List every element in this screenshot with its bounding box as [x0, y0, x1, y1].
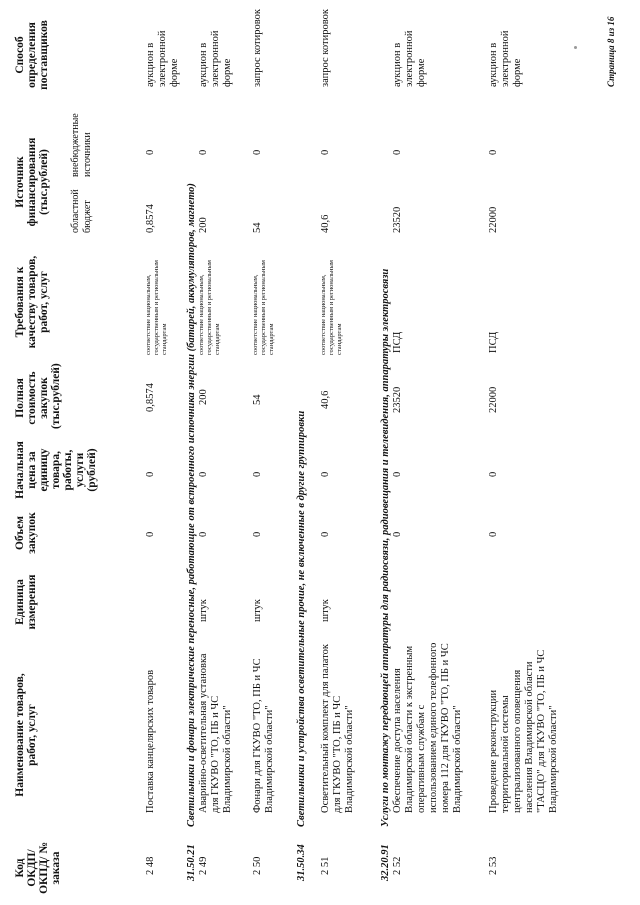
row-unit-price: 0	[320, 471, 331, 477]
row-name: Обеспечение доступа населения Владимирской области к экстренным оперативным службам с использованием единого телефонного номера 112 для ГКУВО "ТО, ПБ и ЧС Владимирской области"	[392, 642, 463, 813]
row-method: аукцион в электронной форме	[198, 30, 233, 87]
row-unit-price: 0	[488, 471, 499, 477]
row-requirements: соответствие национальным, государственным и региональным стандартам	[252, 260, 275, 355]
row-extra: 0	[488, 149, 499, 155]
row-full-cost: 54	[252, 394, 263, 405]
row-extra: 0	[320, 149, 331, 155]
row-full-cost: 0,8574	[145, 383, 156, 412]
row-unit: штук	[320, 599, 331, 622]
row-volume: 0	[488, 531, 499, 537]
page-number: Страница 8 из 16	[606, 16, 616, 87]
row-unit: штук	[198, 599, 209, 622]
row-method: запрос котировок	[320, 9, 331, 87]
row-method: аукцион в электронной форме	[488, 30, 523, 87]
row-number: 2 52	[392, 856, 403, 875]
row-extra: 0	[198, 149, 209, 155]
row-method: аукцион в электронной форме	[392, 30, 427, 87]
row-volume: 0	[252, 531, 263, 537]
scan-speck	[574, 46, 577, 49]
row-requirements: соответствие национальным, государственным и региональным стандартам	[320, 260, 343, 355]
row-regional: 23520	[392, 206, 403, 233]
header-funding-regional: областной бюджет	[70, 189, 93, 233]
header-volume: Объем закупок	[14, 512, 38, 554]
section-code: 31.50.34	[296, 844, 307, 881]
row-volume: 0	[145, 531, 156, 537]
row-number: 2 51	[320, 856, 331, 875]
row-number: 2 50	[252, 856, 263, 875]
row-regional: 22000	[488, 206, 499, 233]
section-title: Светильники и фонари электрические переносные, работающие от встроенного источника энергии (батарей, аккумуляторов, магнето)	[186, 183, 197, 827]
row-requirements: соответствие национальным, государственным и региональным стандартам	[198, 260, 221, 355]
row-unit: штук	[252, 599, 263, 622]
row-full-cost: 22000	[488, 386, 499, 413]
row-full-cost: 40,6	[320, 390, 331, 409]
section-title: Услуги по монтажу передающей аппаратуры для радиосвязи, радиовещания и телевидения, аппаратуры электросвязи	[380, 268, 391, 827]
section-title: Светильники и устройства осветительные прочие, не включенные в другие группировки	[296, 410, 307, 827]
row-method: запрос котировок	[252, 9, 263, 87]
header-requirements: Требования к качеству товаров, работ, услуг	[14, 255, 50, 349]
row-name: Осветительный комплект для палаток для ГКУВО "ТО, ПБ и ЧС Владимирской области"	[320, 644, 355, 813]
row-name: Проведение реконструкции территориальной системы централизованного оповещения населения Владимирской области "ТАСЦО" для ГКУВО "ТО, ПБ и ЧС Владимирской области"	[488, 649, 559, 813]
section-code: 32.20.91	[380, 844, 391, 881]
header-funding-extra: внебюджетные источники	[70, 113, 93, 177]
row-extra: 0	[252, 149, 263, 155]
row-unit-price: 0	[392, 471, 403, 477]
header-funding: Источник финансирования (тыс.рублей)	[14, 137, 50, 227]
row-regional: 0,8574	[145, 204, 156, 233]
row-requirements: ПСД	[392, 331, 403, 353]
row-extra: 0	[145, 149, 156, 155]
row-volume: 0	[320, 531, 331, 537]
row-method: аукцион в электронной форме	[145, 30, 180, 87]
row-unit-price: 0	[145, 471, 156, 477]
header-method: Способ определения поставщиков	[14, 20, 50, 90]
row-number: 2 49	[198, 856, 209, 875]
header-full-cost: Полная стоимость закупок (тыс.рублей)	[14, 363, 62, 429]
row-number: 2 48	[145, 856, 156, 875]
row-name: Аварийно-осветительная установка для ГКУВО "ТО, ПБ и ЧС Владимирской области"	[198, 653, 233, 813]
row-number: 2 53	[488, 856, 499, 875]
header-unit-price: Начальная цена за единицу товара, работы, услуги (рублей)	[14, 441, 98, 499]
row-requirements: ПСД	[488, 331, 499, 353]
row-full-cost: 200	[198, 389, 209, 405]
section-code: 31.50.21	[186, 844, 197, 881]
row-regional: 54	[252, 222, 263, 233]
row-regional: 40,6	[320, 214, 331, 233]
header-code: Код ОКДП/ ОКПД/ № заказа	[14, 842, 62, 894]
row-name: Поставка канцелярских товаров	[145, 669, 156, 813]
row-extra: 0	[392, 149, 403, 155]
header-unit: Единица измерения	[14, 574, 38, 630]
row-volume: 0	[198, 531, 209, 537]
row-name: Фонари для ГКУВО "ТО, ПБ и ЧС Владимирской области"	[252, 658, 275, 813]
row-regional: 200	[198, 217, 209, 233]
row-unit-price: 0	[252, 471, 263, 477]
row-unit-price: 0	[198, 471, 209, 477]
header-name: Наименование товаров, работ, услуг	[14, 673, 38, 797]
row-requirements: соответствие национальным, государственным и региональным стандартам	[145, 260, 168, 355]
row-volume: 0	[392, 531, 403, 537]
row-full-cost: 23520	[392, 386, 403, 413]
